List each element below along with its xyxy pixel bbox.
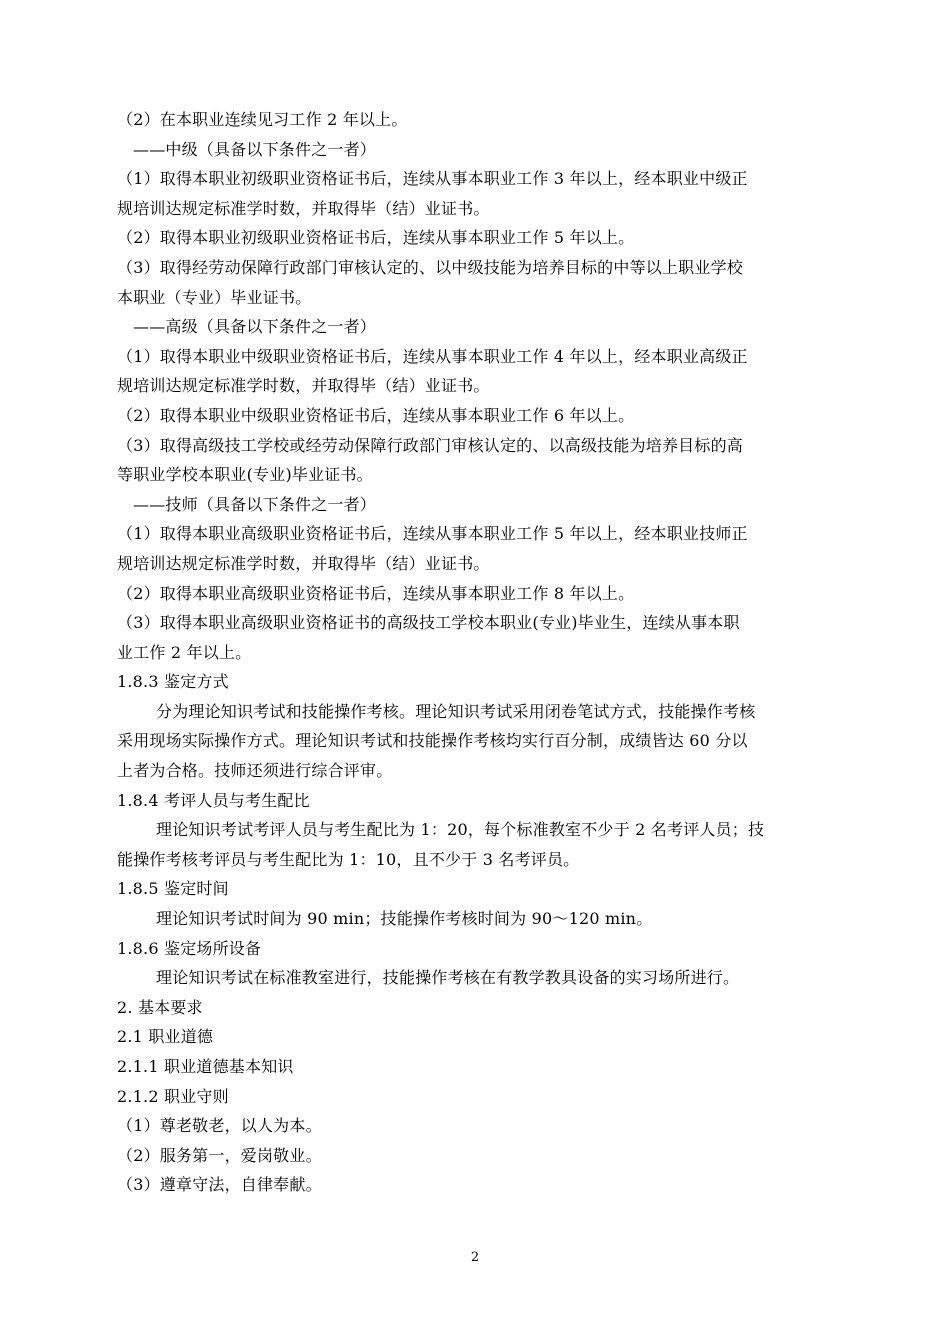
text-line: 规培训达规定标准学时数，并取得毕（结）业证书。: [117, 553, 490, 573]
text-line: （1）尊老敬老，以人为本。: [117, 1116, 322, 1136]
page-number: 2: [470, 1250, 480, 1265]
text-line: 2.1.1 职业道德基本知识: [117, 1057, 294, 1076]
text-line: （1）取得本职业中级职业资格证书后，连续从事本职业工作 4 年以上，经本职业高级正: [117, 346, 748, 366]
text-line: ——中级（具备以下条件之一者）: [133, 139, 377, 159]
text-line: ——高级（具备以下条件之一者）: [133, 317, 377, 337]
text-line: 分为理论知识考试和技能操作考核。理论知识考试采用闭卷笔试方式，技能操作考核: [156, 701, 756, 721]
document-body: [117, 105, 833, 1200]
text-line: （2）在本职业连续见习工作 2 年以上。: [117, 110, 408, 129]
text-line: 1.8.3 鉴定方式: [117, 672, 229, 692]
text-line: 1.8.4 考评人员与考生配比: [117, 790, 310, 810]
text-line: 规培训达规定标准学时数，并取得毕（结）业证书。: [117, 198, 490, 218]
text-line: 规培训达规定标准学时数，并取得毕（结）业证书。: [117, 376, 490, 396]
text-line: 理论知识考试在标准教室进行，技能操作考核在有教学教具设备的实习场所进行。: [156, 968, 740, 988]
text-line: 业工作 2 年以上。: [117, 642, 252, 662]
text-line: 等职业学校本职业(专业)毕业证书。: [117, 465, 373, 485]
text-line: 理论知识考试考评人员与考生配比为 1：20，每个标准教室不少于 2 名考评人员；技: [156, 820, 765, 840]
text-line: 采用现场实际操作方式。理论知识考试和技能操作考核均实行百分制，成绩皆达 60 分以: [117, 731, 748, 751]
text-line: 2.1 职业道德: [117, 1027, 214, 1047]
text-line: （3）取得高级技工学校或经劳动保障行政部门审核认定的、以高级技能为培养目标的高: [117, 435, 743, 455]
text-line: （2）取得本职业中级职业资格证书后，连续从事本职业工作 6 年以上。: [117, 405, 635, 425]
text-line: 2. 基本要求: [117, 997, 203, 1017]
text-line: 理论知识考试时间为 90 min；技能操作考核时间为 90～120 min。: [156, 909, 653, 929]
text-line: 1.8.6 鉴定场所设备: [117, 938, 262, 958]
text-line: （1）取得本职业高级职业资格证书后，连续从事本职业工作 5 年以上，经本职业技师正: [117, 524, 748, 544]
text-line: （3）取得经劳动保障行政部门审核认定的、以中级技能为培养目标的中等以上职业学校: [117, 257, 743, 277]
text-line: 能操作考核考评员与考生配比为 1：10，且不少于 3 名考评员。: [117, 849, 580, 869]
text-line: （1）取得本职业初级职业资格证书后，连续从事本职业工作 3 年以上，经本职业中级正: [117, 169, 748, 189]
text-line: ——技师（具备以下条件之一者）: [133, 494, 377, 514]
text-line: （3）取得本职业高级职业资格证书的高级技工学校本职业(专业)毕业生，连续从事本职: [117, 613, 740, 633]
text-line: 1.8.5 鉴定时间: [117, 879, 229, 899]
text-line: （3）遵章守法，自律奉献。: [117, 1175, 322, 1195]
text-line: （2）取得本职业初级职业资格证书后，连续从事本职业工作 5 年以上。: [117, 228, 635, 248]
text-line: 本职业（专业）毕业证书。: [117, 287, 312, 307]
text-line: （2）取得本职业高级职业资格证书后，连续从事本职业工作 8 年以上。: [117, 583, 635, 603]
text-line: 上者为合格。技师还须进行综合评审。: [117, 761, 393, 781]
text-line: （2）服务第一，爱岗敬业。: [117, 1145, 322, 1165]
text-line: 2.1.2 职业守则: [117, 1086, 229, 1106]
